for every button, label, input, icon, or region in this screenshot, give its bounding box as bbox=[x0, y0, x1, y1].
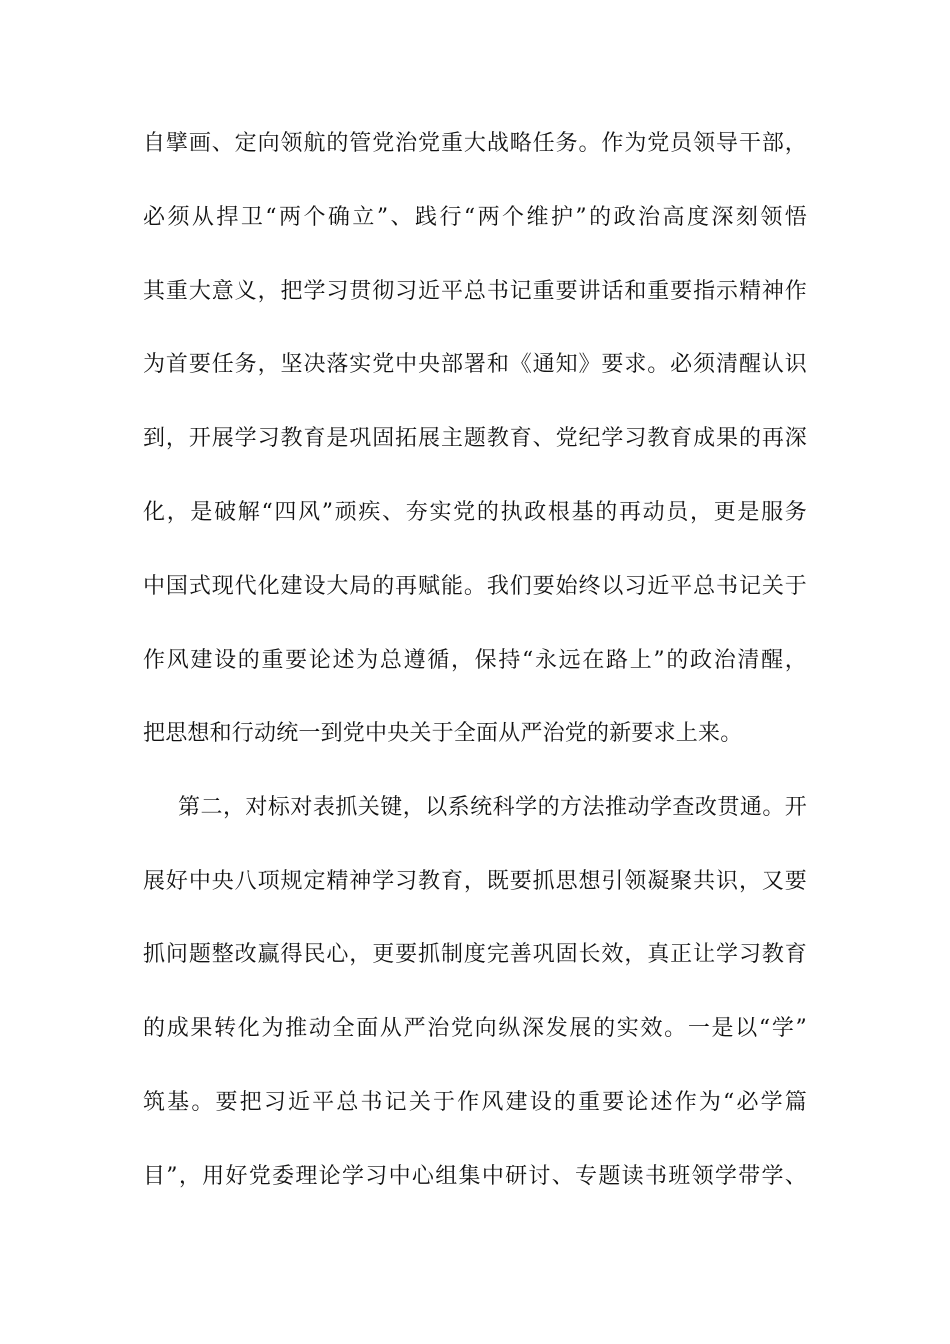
text-line: 为首要任务，坚决落实党中央部署和《通知》要求。必须清醒认识 bbox=[143, 352, 807, 377]
text-line: 化，是破解“四风”顽疾、夯实党的执政根基的再动员，更是服务 bbox=[143, 500, 807, 525]
text-line: 中国式现代化建设大局的再赋能。我们要始终以习近平总书记关于 bbox=[143, 574, 807, 599]
text-line: 自擘画、定向领航的管党治党重大战略任务。作为党员领导干部， bbox=[143, 131, 807, 156]
text-line: 展好中央八项规定精神学习教育，既要抓思想引领凝聚共识，又要 bbox=[143, 869, 807, 894]
text-line: 必须从捍卫“两个确立”、践行“两个维护”的政治高度深刻领悟 bbox=[143, 205, 807, 230]
text-line-paragraph-start: 第二，对标对表抓关键，以系统科学的方法推动学查改贯通。开 bbox=[178, 795, 807, 820]
text-line: 其重大意义，把学习贯彻习近平总书记重要讲话和重要指示精神作 bbox=[143, 279, 807, 304]
text-line: 抓问题整改赢得民心，更要抓制度完善巩固长效，真正让学习教育 bbox=[143, 942, 807, 967]
text-line: 作风建设的重要论述为总遵循，保持“永远在路上”的政治清醒， bbox=[143, 648, 807, 673]
text-line: 的成果转化为推动全面从严治党向纵深发展的实效。一是以“学” bbox=[143, 1016, 807, 1041]
text-line: 目”，用好党委理论学习中心组集中研讨、专题读书班领学带学、 bbox=[143, 1164, 807, 1189]
text-line-paragraph-end: 把思想和行动统一到党中央关于全面从严治党的新要求上来。 bbox=[143, 721, 743, 746]
text-line: 到，开展学习教育是巩固拓展主题教育、党纪学习教育成果的再深 bbox=[143, 426, 807, 451]
text-line: 筑基。要把习近平总书记关于作风建设的重要论述作为“必学篇 bbox=[143, 1090, 807, 1115]
